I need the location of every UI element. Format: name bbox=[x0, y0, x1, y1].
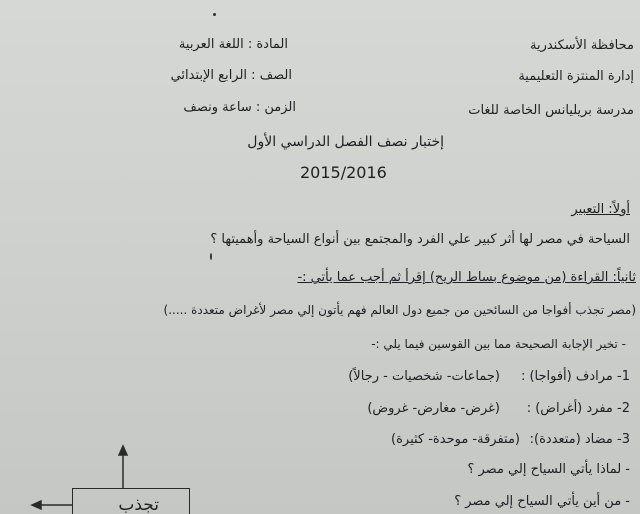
grade: الصف : الرابع الإبتدائي bbox=[170, 68, 292, 83]
time: الزمن : ساعة ونصف bbox=[183, 100, 296, 115]
flow-box-label: تجذب bbox=[118, 495, 159, 514]
mcq-item-1-options: (جماعات- شخصيات - رجالاً) bbox=[348, 369, 500, 384]
section-heading-expression: أولاً: التعبير bbox=[571, 202, 630, 217]
arrow-up-head bbox=[119, 446, 127, 455]
section-heading-reading: ثانياً: القراءة (من موضوع بساط الريح) إقرأ ثم أجب عما يأتي :- bbox=[297, 270, 636, 285]
exam-year: 2015/2016 bbox=[300, 163, 387, 182]
governorate: محافظة الأسكندرية bbox=[529, 38, 634, 53]
mcq-item-1-label: 1- مرادف (أفواجا) : bbox=[520, 369, 630, 384]
directorate: إدارة المنتزة التعليمية bbox=[518, 69, 634, 84]
flow-box bbox=[72, 488, 190, 514]
expression-prompt: السياحة في مصر لها أثر كبير علي الفرد والمجتمع بين أنواع السياحة وأهميتها ؟ bbox=[210, 232, 630, 247]
reading-passage: (مصر تجذب أفواجا من السائحين من جميع دول العالم فهم يأتون إلي مصر لأغراض متعددة .....) bbox=[163, 303, 636, 317]
arrow-left-head bbox=[32, 501, 41, 509]
mcq-item-3-label: 3- مضاد (متعددة): bbox=[529, 432, 630, 447]
mcq-instruction: - تخير الإجابة الصحيحة مما بين القوسين فيما يلي :- bbox=[371, 337, 626, 351]
subject: المادة : اللغة العربية bbox=[178, 37, 288, 52]
mcq-item-2-label: 2- مفرد (أغراض) : bbox=[526, 401, 630, 416]
question-from-where: - من أين يأتي السياح إلي مصر ؟ bbox=[454, 494, 630, 509]
exam-title: إختبار نصف الفصل الدراسي الأول bbox=[247, 134, 444, 150]
mcq-item-2-options: (غرض- مغارض- غروض) bbox=[367, 401, 500, 416]
mcq-item-3-options: (متفرقة- موحدة- كثيرة) bbox=[391, 432, 520, 447]
question-why: - لماذا يأتي السياح إلي مصر ؟ bbox=[467, 462, 630, 477]
school: مدرسة بريليانس الخاصة للغات bbox=[468, 103, 634, 118]
